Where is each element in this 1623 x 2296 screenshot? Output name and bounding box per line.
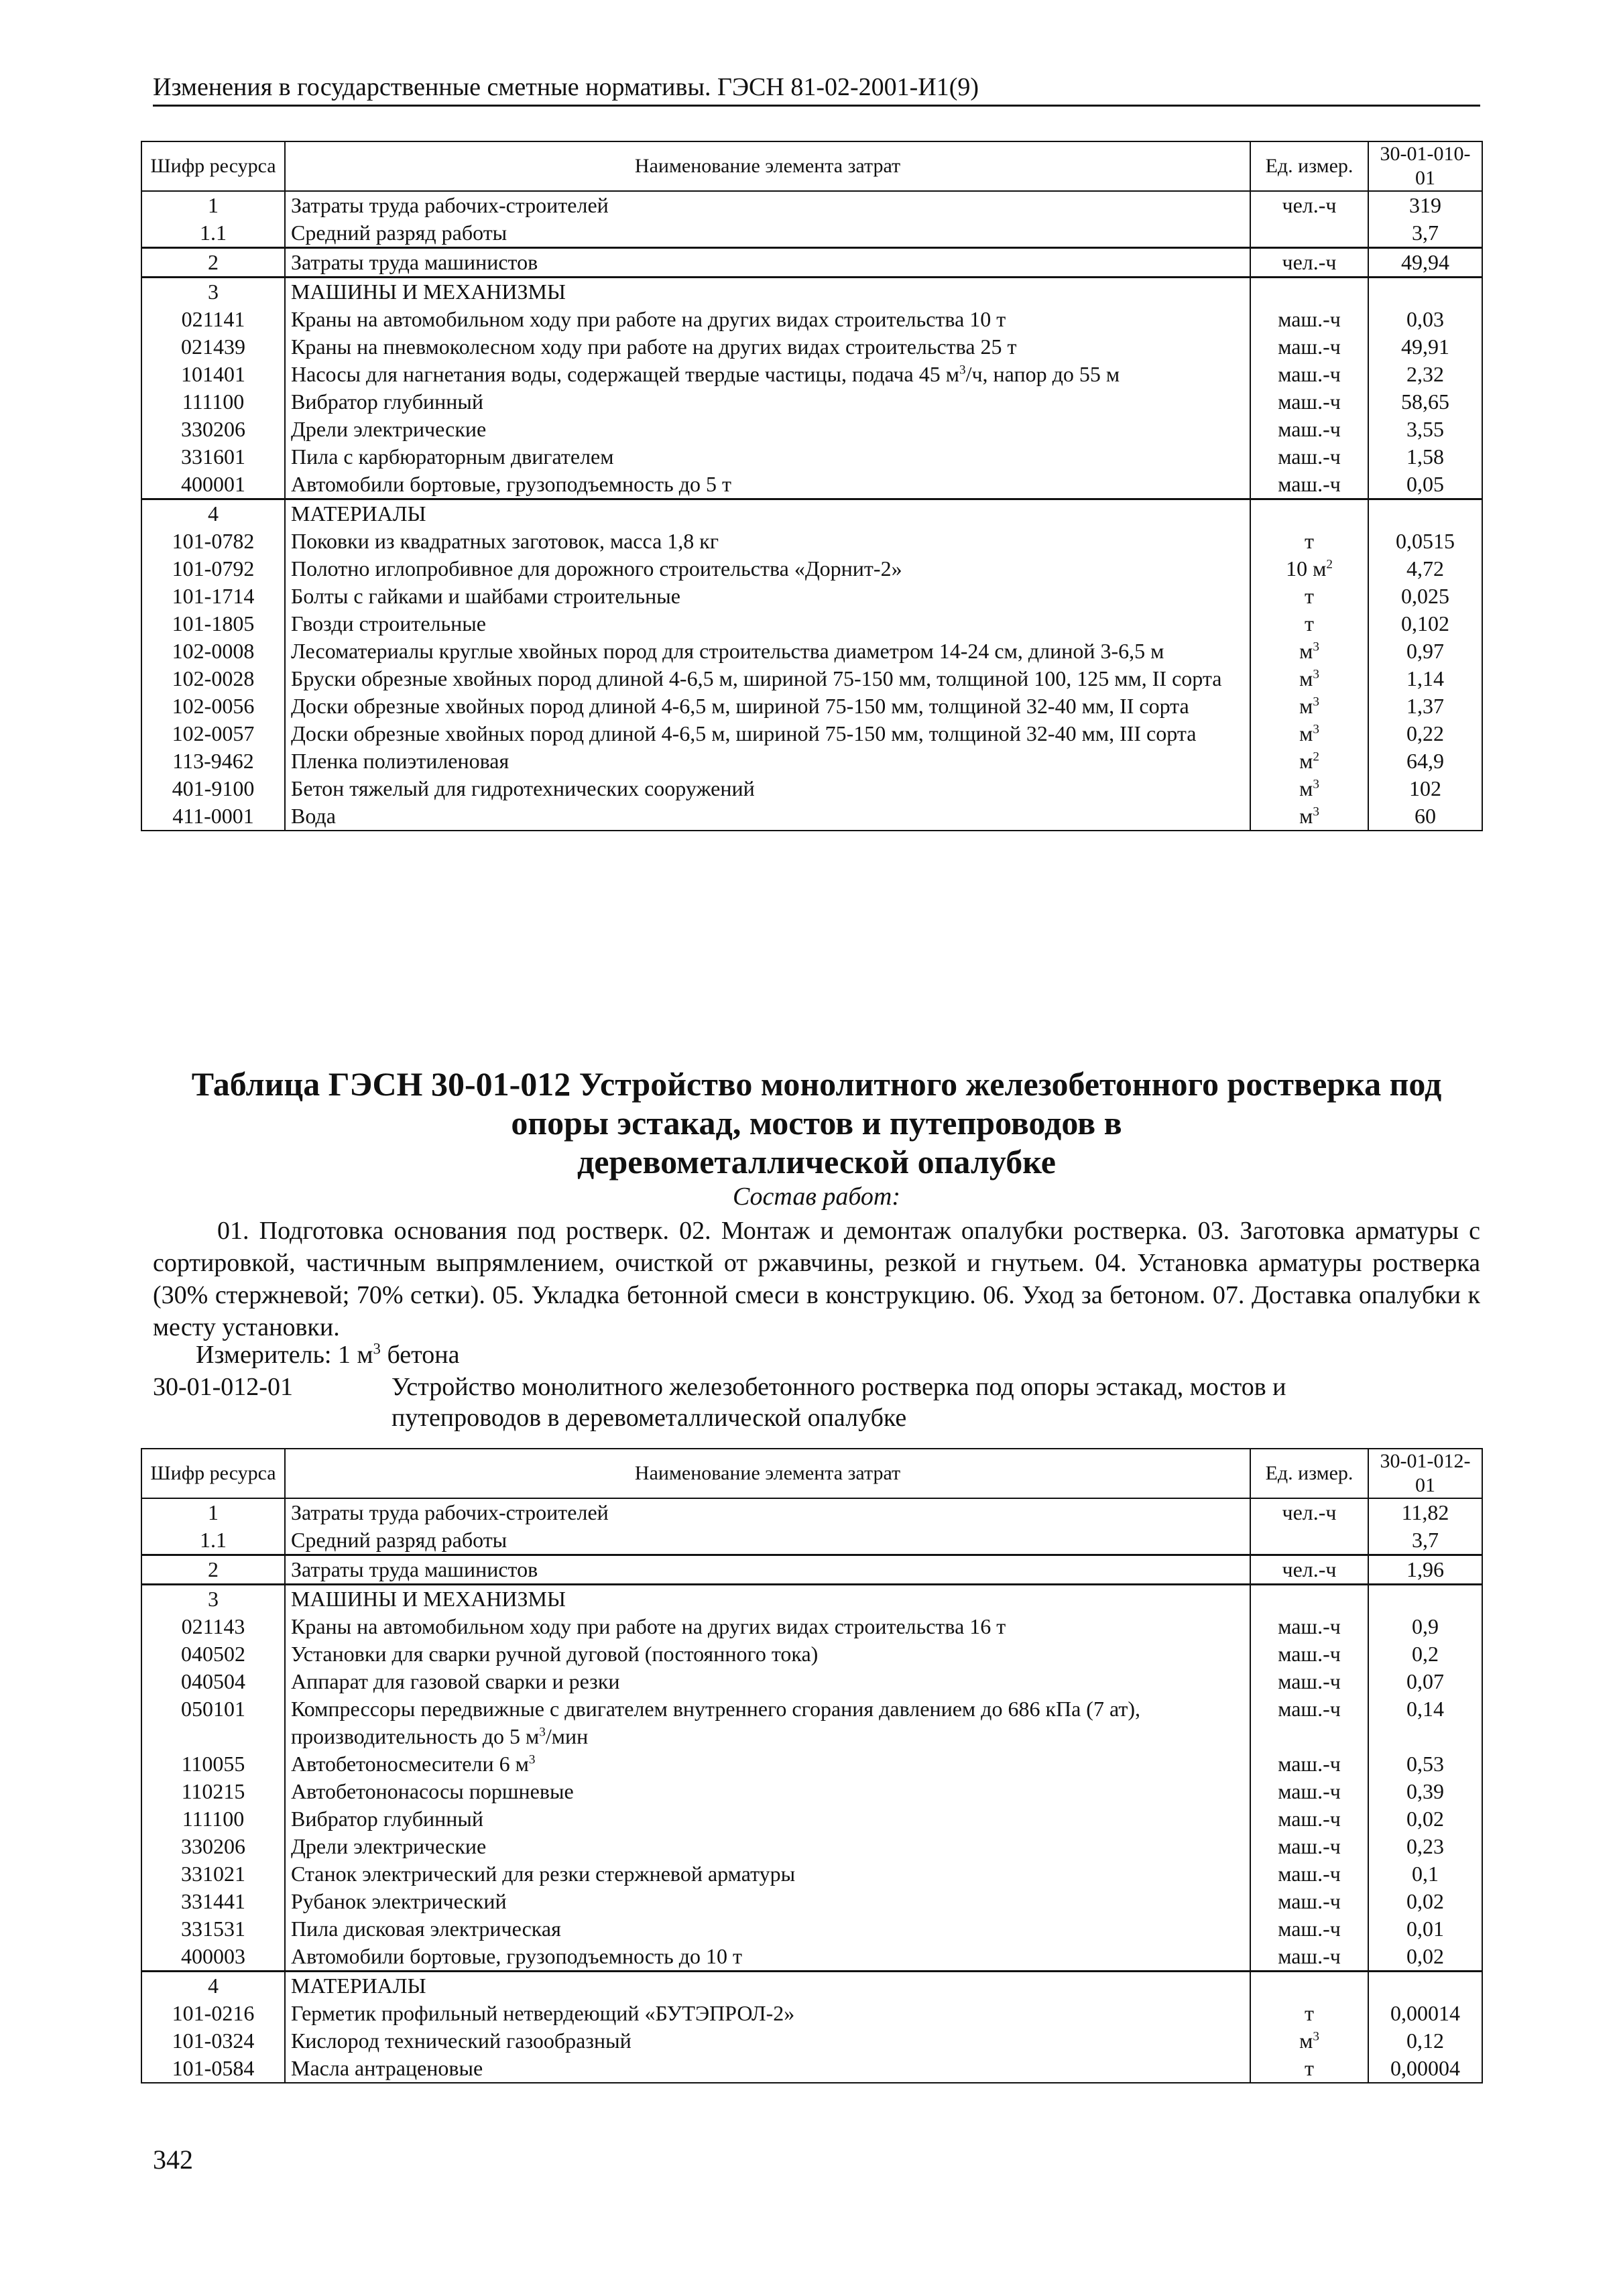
resource-code: 101-0324 — [141, 2027, 285, 2055]
resource-name: Краны на автомобильном ходу при работе на других видах строительства 10 т — [285, 306, 1250, 333]
table-row — [141, 2027, 1482, 2055]
resource-value: 60 — [1368, 802, 1482, 831]
table-row — [141, 1555, 1482, 1585]
resource-name: Поковки из квадратных заготовок, масса 1,8 кг — [285, 528, 1250, 555]
table-row — [141, 1750, 1482, 1778]
resource-code: 4 — [141, 1972, 285, 2000]
resource-name: Дрели электрические — [285, 416, 1250, 443]
table-row — [141, 775, 1482, 802]
table-row — [141, 2055, 1482, 2083]
resource-value: 0,102 — [1368, 610, 1482, 638]
resource-name: Краны на пневмоколесном ходу при работе на других видах строительства 25 т — [285, 333, 1250, 361]
table-row — [141, 720, 1482, 747]
resource-value: 0,53 — [1368, 1750, 1482, 1778]
work-composition-label: Состав работ: — [732, 1183, 901, 1211]
resource-value: 58,65 — [1368, 388, 1482, 416]
resource-code: 101-1714 — [141, 583, 285, 610]
resource-value — [1368, 278, 1482, 306]
resource-code: 040504 — [141, 1668, 285, 1695]
table-title-line-2: опоры эстакад, мостов и путепроводов в — [511, 1104, 1122, 1142]
resource-code: 101401 — [141, 361, 285, 388]
resource-name: Вибратор глубинный — [285, 1805, 1250, 1833]
resource-name: Компрессоры передвижные с двигателем внутреннего сгорания давлением до 686 кПа (7 ат), производительность до 5 $м^3$/мин — [285, 1695, 1250, 1750]
table-row — [141, 1526, 1482, 1555]
resource-code: 110215 — [141, 1778, 285, 1805]
resource-name: МАТЕРИАЛЫ — [285, 1972, 1250, 2000]
table-row — [141, 1668, 1482, 1695]
resource-unit: маш.-ч — [1250, 388, 1368, 416]
table-row — [141, 471, 1482, 499]
resource-unit: маш.-ч — [1250, 333, 1368, 361]
resource-unit: маш.-ч — [1250, 1833, 1368, 1860]
resource-unit: маш.-ч — [1250, 1778, 1368, 1805]
resource-value: 0,025 — [1368, 583, 1482, 610]
resource-unit: т — [1250, 583, 1368, 610]
resource-value: 0,07 — [1368, 1668, 1482, 1695]
resource-value: 0,0515 — [1368, 528, 1482, 555]
section-row — [141, 278, 1482, 306]
resource-value: 3,7 — [1368, 219, 1482, 248]
resource-name: Доски обрезные хвойных пород длиной 4-6,5 м, шириной 75-150 мм, толщиной 32-40 мм, III сорта — [285, 720, 1250, 747]
resource-unit: маш.-ч — [1250, 1750, 1368, 1778]
resource-name: Пленка полиэтиленовая — [285, 747, 1250, 775]
resource-value: 0,23 — [1368, 1833, 1482, 1860]
table-row — [141, 333, 1482, 361]
header-unit: Ед. измер. — [1250, 1449, 1368, 1498]
resource-name: Масла антраценовые — [285, 2055, 1250, 2083]
resource-code: 1 — [141, 191, 285, 219]
resource-code: 3 — [141, 278, 285, 306]
resource-unit — [1250, 1526, 1368, 1555]
resource-value: 11,82 — [1368, 1498, 1482, 1526]
resource-code: 050101 — [141, 1695, 285, 1750]
header-name: Наименование элемента затрат — [285, 141, 1250, 191]
table-header-row — [141, 1449, 1482, 1498]
resource-name: Герметик профильный нетвердеющий «БУТЭПРОЛ-2» — [285, 2000, 1250, 2027]
resource-code: 040502 — [141, 1640, 285, 1668]
resource-value: 0,97 — [1368, 638, 1482, 665]
resource-value: 0,00004 — [1368, 2055, 1482, 2083]
resource-unit: маш.-ч — [1250, 306, 1368, 333]
resource-value: 49,94 — [1368, 248, 1482, 278]
page-number: 342 — [153, 2144, 193, 2175]
table-row — [141, 219, 1482, 248]
resource-code: 4 — [141, 499, 285, 528]
resource-code: 101-1805 — [141, 610, 285, 638]
resource-code: 330206 — [141, 416, 285, 443]
resource-code: 101-0782 — [141, 528, 285, 555]
resource-unit: $м^2$ — [1250, 747, 1368, 775]
resource-value: 64,9 — [1368, 747, 1482, 775]
resource-name: Средний разряд работы — [285, 1526, 1250, 1555]
header-code: Шифр ресурса — [141, 141, 285, 191]
resource-name: МАШИНЫ И МЕХАНИЗМЫ — [285, 278, 1250, 306]
resource-code: 411-0001 — [141, 802, 285, 831]
resource-unit — [1250, 278, 1368, 306]
resource-code: 110055 — [141, 1750, 285, 1778]
resource-value: 0,02 — [1368, 1888, 1482, 1915]
table-row — [141, 1915, 1482, 1943]
resource-unit: маш.-ч — [1250, 1888, 1368, 1915]
resource-code: 102-0008 — [141, 638, 285, 665]
resource-name: Автомобили бортовые, грузоподъемность до 10 т — [285, 1943, 1250, 1972]
resource-value: 0,14 — [1368, 1695, 1482, 1750]
resource-value: 4,72 — [1368, 555, 1482, 583]
resource-value: 0,05 — [1368, 471, 1482, 499]
resource-value: 0,03 — [1368, 306, 1482, 333]
resource-name: Полотно иглопробивное для дорожного строительства «Дорнит-2» — [285, 555, 1250, 583]
resource-value: 0,12 — [1368, 2027, 1482, 2055]
resource-code: 3 — [141, 1585, 285, 1614]
header-code: Шифр ресурса — [141, 1449, 285, 1498]
table-title — [153, 1065, 1480, 1181]
table-row — [141, 1778, 1482, 1805]
resource-unit: маш.-ч — [1250, 361, 1368, 388]
resource-name: Затраты труда рабочих-строителей — [285, 191, 1250, 219]
table-header-row — [141, 141, 1482, 191]
resource-value: 319 — [1368, 191, 1482, 219]
resource-name: Краны на автомобильном ходу при работе на других видах строительства 16 т — [285, 1613, 1250, 1640]
resource-unit: маш.-ч — [1250, 1613, 1368, 1640]
table-row — [141, 1805, 1482, 1833]
resource-name: МАШИНЫ И МЕХАНИЗМЫ — [285, 1585, 1250, 1614]
resource-unit: маш.-ч — [1250, 471, 1368, 499]
resource-unit: маш.-ч — [1250, 1860, 1368, 1888]
resource-code: 1 — [141, 1498, 285, 1526]
resource-name: Средний разряд работы — [285, 219, 1250, 248]
resource-unit: $м^3$ — [1250, 802, 1368, 831]
resource-unit: маш.-ч — [1250, 1640, 1368, 1668]
resource-value: 2,32 — [1368, 361, 1482, 388]
resource-code: 111100 — [141, 388, 285, 416]
resource-name: МАТЕРИАЛЫ — [285, 499, 1250, 528]
resource-unit: $м^3$ — [1250, 638, 1368, 665]
resource-unit: маш.-ч — [1250, 1943, 1368, 1972]
resource-unit: т — [1250, 610, 1368, 638]
resource-unit — [1250, 499, 1368, 528]
resource-unit: $м^3$ — [1250, 692, 1368, 720]
table-row — [141, 2000, 1482, 2027]
table-row — [141, 416, 1482, 443]
table-row — [141, 638, 1482, 665]
resource-unit: чел.-ч — [1250, 248, 1368, 278]
resource-code: 102-0028 — [141, 665, 285, 692]
header-unit: Ед. измер. — [1250, 141, 1368, 191]
resource-code: 330206 — [141, 1833, 285, 1860]
resource-unit: маш.-ч — [1250, 443, 1368, 471]
resource-unit — [1250, 1972, 1368, 2000]
resource-code: 102-0057 — [141, 720, 285, 747]
measure-unit: Измеритель: 1 $м^3$ бетона — [196, 1340, 460, 1369]
header-norm: 30-01-010-01 — [1368, 141, 1482, 191]
resource-name: Затраты труда машинистов — [285, 248, 1250, 278]
resource-unit: т — [1250, 2000, 1368, 2027]
resource-value: 1,58 — [1368, 443, 1482, 471]
resource-value — [1368, 1972, 1482, 2000]
table-row — [141, 1888, 1482, 1915]
resource-unit: маш.-ч — [1250, 1915, 1368, 1943]
resource-name: Установки для сварки ручной дуговой (постоянного тока) — [285, 1640, 1250, 1668]
norm-name: Устройство монолитного железобетонного ростверка под опоры эстакад, мостов и путепроводов в деревометаллической опалубке — [392, 1373, 1286, 1432]
resource-unit: $м^3$ — [1250, 2027, 1368, 2055]
table-title-line-3: деревометаллической опалубке — [577, 1143, 1056, 1181]
resource-unit: чел.-ч — [1250, 1498, 1368, 1526]
resource-name: Автобетононасосы поршневые — [285, 1778, 1250, 1805]
resource-value: 49,91 — [1368, 333, 1482, 361]
section-row — [141, 1972, 1482, 2000]
resource-name: Затраты труда машинистов — [285, 1555, 1250, 1585]
resource-name: Дрели электрические — [285, 1833, 1250, 1860]
resource-code: 331441 — [141, 1888, 285, 1915]
resource-unit: $м^3$ — [1250, 665, 1368, 692]
table-row — [141, 1613, 1482, 1640]
resource-name: Вода — [285, 802, 1250, 831]
resource-value: 1,96 — [1368, 1555, 1482, 1585]
resource-unit: т — [1250, 528, 1368, 555]
table-row — [141, 665, 1482, 692]
page-header: Изменения в государственные сметные нормативы. ГЭСН 81-02-2001-И1(9) — [153, 71, 1480, 107]
resource-unit: маш.-ч — [1250, 1668, 1368, 1695]
resource-unit: $м^3$ — [1250, 720, 1368, 747]
table-row — [141, 191, 1482, 219]
resource-unit: чел.-ч — [1250, 1555, 1368, 1585]
work-composition-text: 01. Подготовка основания под ростверк. 02. Монтаж и демонтаж опалубки ростверка. 03. Заготовка арматуры с сортировкой, частичным выпрямлением, очисткой от ржавчины, резкой и гнутьем. 04. Установка арматуры ростверка (30% стержневой; 70% сетки). 05. Укладка бетонной смеси в конструкцию. 06. Уход за бетоном. 07. Доставка опалубки к месту установки. — [153, 1217, 1480, 1341]
table-row — [141, 248, 1482, 278]
norm-code: 30-01-012-01 — [153, 1373, 293, 1401]
resource-code: 101-0584 — [141, 2055, 285, 2083]
resource-code: 1.1 — [141, 1526, 285, 1555]
resource-value: 0,9 — [1368, 1613, 1482, 1640]
table-row — [141, 555, 1482, 583]
resource-code: 400001 — [141, 471, 285, 499]
resource-table-1 — [141, 141, 1483, 831]
resource-name: Кислород технический газообразный — [285, 2027, 1250, 2055]
resource-value: 102 — [1368, 775, 1482, 802]
resource-code: 101-0792 — [141, 555, 285, 583]
resource-value: 0,2 — [1368, 1640, 1482, 1668]
table-title-line-1: Таблица ГЭСН 30-01-012 Устройство монолитного железобетонного ростверка под — [191, 1065, 1442, 1103]
table-row — [141, 443, 1482, 471]
resource-code: 401-9100 — [141, 775, 285, 802]
resource-code: 2 — [141, 1555, 285, 1585]
resource-value: 0,1 — [1368, 1860, 1482, 1888]
resource-value: 0,02 — [1368, 1805, 1482, 1833]
table-row — [141, 306, 1482, 333]
resource-value: 1,37 — [1368, 692, 1482, 720]
header-name: Наименование элемента затрат — [285, 1449, 1250, 1498]
resource-unit: маш.-ч — [1250, 1695, 1368, 1750]
resource-unit: маш.-ч — [1250, 1805, 1368, 1833]
table-row — [141, 692, 1482, 720]
resource-name: Бруски обрезные хвойных пород длиной 4-6,5 м, шириной 75-150 мм, толщиной 100, 125 мм, II сорта — [285, 665, 1250, 692]
resource-value — [1368, 499, 1482, 528]
resource-code: 331021 — [141, 1860, 285, 1888]
section-row — [141, 1585, 1482, 1614]
resource-table-2 — [141, 1448, 1483, 2083]
resource-code: 102-0056 — [141, 692, 285, 720]
resource-name: Доски обрезные хвойных пород длиной 4-6,5 м, шириной 75-150 мм, толщиной 32-40 мм, II сорта — [285, 692, 1250, 720]
table-row — [141, 1943, 1482, 1972]
resource-code: 2 — [141, 248, 285, 278]
resource-name: Вибратор глубинный — [285, 388, 1250, 416]
table-row — [141, 388, 1482, 416]
resource-name: Станок электрический для резки стержневой арматуры — [285, 1860, 1250, 1888]
table-row — [141, 802, 1482, 831]
resource-value: 0,02 — [1368, 1943, 1482, 1972]
resource-value: 1,14 — [1368, 665, 1482, 692]
resource-unit: маш.-ч — [1250, 416, 1368, 443]
table-row — [141, 610, 1482, 638]
table-row — [141, 361, 1482, 388]
resource-name: Затраты труда рабочих-строителей — [285, 1498, 1250, 1526]
table-row — [141, 747, 1482, 775]
resource-unit: чел.-ч — [1250, 191, 1368, 219]
resource-code: 101-0216 — [141, 2000, 285, 2027]
table-row — [141, 1640, 1482, 1668]
resource-value: 0,22 — [1368, 720, 1482, 747]
table-row — [141, 1695, 1482, 1750]
resource-name: Лесоматериалы круглые хвойных пород для строительства диаметром 14-24 см, длиной 3-6,5 м — [285, 638, 1250, 665]
section-row — [141, 499, 1482, 528]
resource-value: 0,00014 — [1368, 2000, 1482, 2027]
resource-name: Аппарат для газовой сварки и резки — [285, 1668, 1250, 1695]
resource-name: Болты с гайками и шайбами строительные — [285, 583, 1250, 610]
resource-code: 021143 — [141, 1613, 285, 1640]
resource-value — [1368, 1585, 1482, 1614]
table-row — [141, 1498, 1482, 1526]
resource-unit: $м^3$ — [1250, 775, 1368, 802]
resource-code: 331531 — [141, 1915, 285, 1943]
resource-name: Рубанок электрический — [285, 1888, 1250, 1915]
table-row — [141, 528, 1482, 555]
resource-value: 3,7 — [1368, 1526, 1482, 1555]
resource-code: 331601 — [141, 443, 285, 471]
resource-code: 111100 — [141, 1805, 285, 1833]
resource-name: Гвозди строительные — [285, 610, 1250, 638]
resource-unit: т — [1250, 2055, 1368, 2083]
resource-value: 3,55 — [1368, 416, 1482, 443]
resource-value: 0,01 — [1368, 1915, 1482, 1943]
table-row — [141, 583, 1482, 610]
resource-code: 400003 — [141, 1943, 285, 1972]
table-row — [141, 1860, 1482, 1888]
resource-name: Автомобили бортовые, грузоподъемность до 5 т — [285, 471, 1250, 499]
resource-code: 113-9462 — [141, 747, 285, 775]
resource-code: 021439 — [141, 333, 285, 361]
resource-unit — [1250, 1585, 1368, 1614]
resource-name: Насосы для нагнетания воды, содержащей твердые частицы, подача 45 $м^3/ч$, напор до 55 м — [285, 361, 1250, 388]
header-norm: 30-01-012-01 — [1368, 1449, 1482, 1498]
resource-unit — [1250, 219, 1368, 248]
resource-name: Бетон тяжелый для гидротехнических сооружений — [285, 775, 1250, 802]
table-row — [141, 1833, 1482, 1860]
resource-code: 1.1 — [141, 219, 285, 248]
resource-code: 021141 — [141, 306, 285, 333]
resource-name: Пила дисковая электрическая — [285, 1915, 1250, 1943]
resource-value: 0,39 — [1368, 1778, 1482, 1805]
resource-name: Автобетоносмесители 6 $м^3$ — [285, 1750, 1250, 1778]
resource-unit: 10 $м^2$ — [1250, 555, 1368, 583]
resource-name: Пила с карбюраторным двигателем — [285, 443, 1250, 471]
